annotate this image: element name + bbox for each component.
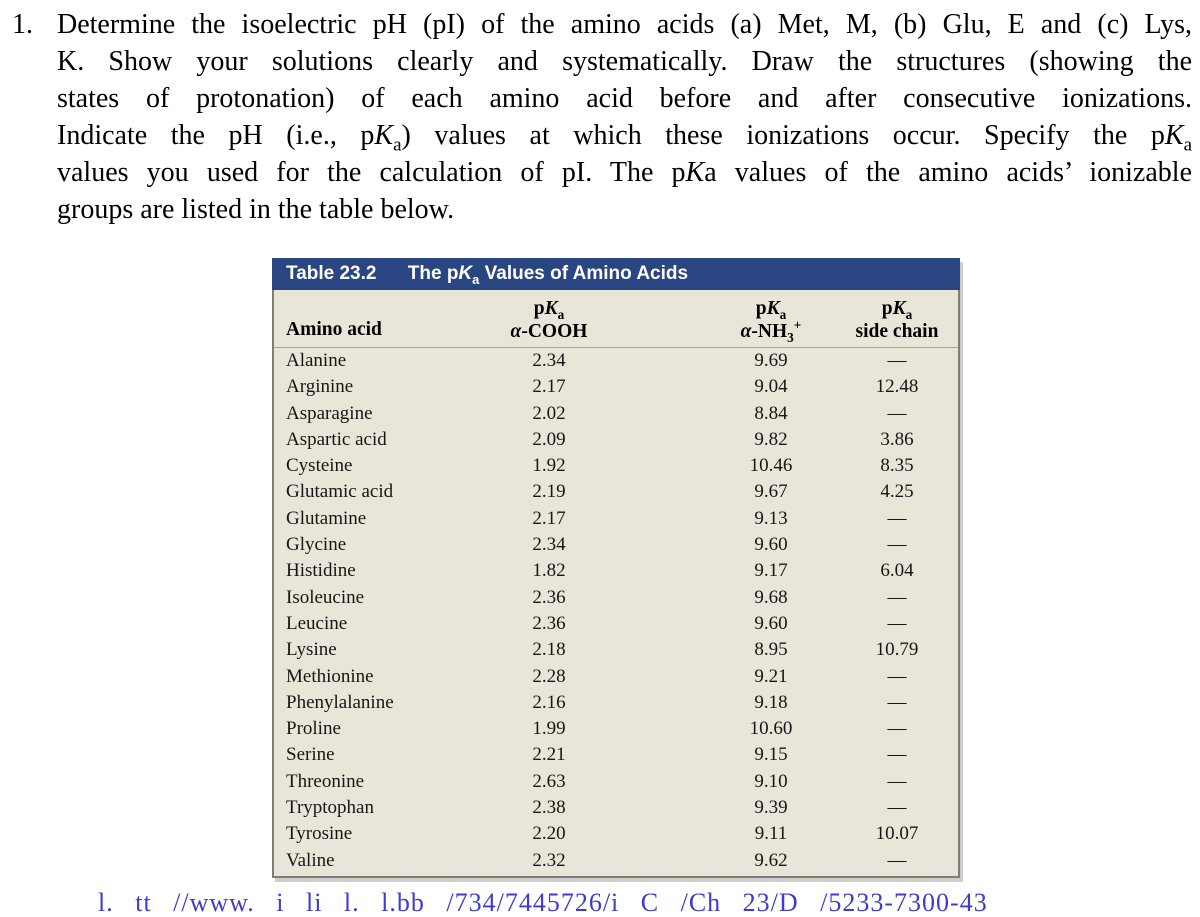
pka-nh3-value: 9.68 <box>754 586 788 608</box>
amino-acid-name: Arginine <box>286 376 354 398</box>
pka-nh3-value: 9.60 <box>754 534 788 556</box>
amino-acid-name: Alanine <box>286 350 347 371</box>
table-row <box>274 821 958 847</box>
amino-acid-name: Cysteine <box>286 455 353 477</box>
pka-cooh-value: 2.21 <box>532 744 566 766</box>
pka-nh3-value: 9.82 <box>754 428 788 450</box>
clipped-link-text[interactable]: l. tt //www. i li l. l.bb /734/7445726/i C /Ch 23/D /5233-7300-43 <box>98 888 988 917</box>
table-row <box>274 427 958 453</box>
table-row <box>274 690 958 716</box>
amino-acid-name: Isoleucine <box>286 586 365 608</box>
problem-number: 1. <box>12 9 33 40</box>
table-row <box>274 716 958 742</box>
alpha-cooh-label: α-COOH <box>510 321 588 342</box>
table-row <box>274 453 958 479</box>
table-row <box>274 401 958 427</box>
amino-acid-name: Valine <box>286 849 335 871</box>
pka-side-chain-value: 12.48 <box>875 376 919 398</box>
table-row <box>274 506 958 532</box>
pka-cooh-value: 2.17 <box>532 376 566 398</box>
pka-label: $pK_a$ <box>533 298 565 322</box>
table-row <box>274 532 958 558</box>
column-header-amino-acid: Amino acid <box>286 319 382 340</box>
pka-side-chain-value: — <box>887 534 907 556</box>
pka-cooh-value: 2.02 <box>532 402 566 424</box>
column-header-pka-side-chain <box>822 297 972 343</box>
amino-acid-name: Tyrosine <box>286 823 353 845</box>
pka-side-chain-value: — <box>887 849 907 871</box>
pka-label: $pK_a$ <box>755 298 787 322</box>
pka-cooh-value: 2.34 <box>532 350 566 371</box>
pka-cooh-value: 1.92 <box>532 455 566 477</box>
table-row <box>274 848 958 874</box>
problem-text-line: states of protonation) of each amino acid before and after consecutive ionizations. <box>57 83 1192 114</box>
pka-nh3-value: 9.11 <box>754 823 788 845</box>
pka-cooh-value: 1.99 <box>532 718 566 740</box>
pka-nh3-value: 9.60 <box>754 612 788 634</box>
table-row <box>274 637 958 663</box>
pka-nh3-value: 9.39 <box>754 797 788 819</box>
pka-cooh-value: 2.36 <box>532 586 566 608</box>
problem-text-line: Indicate the pH (i.e., $pK_a$) values at which these ionizations occur. Specify the $pK_a$ <box>57 120 1193 156</box>
pka-side-chain-value: — <box>887 691 907 713</box>
amino-acid-name: Glutamic acid <box>286 481 394 503</box>
amino-acid-name: Leucine <box>286 612 348 634</box>
pka-side-chain-value: 10.79 <box>875 639 919 661</box>
pka-side-chain-value: — <box>887 507 907 529</box>
pka-nh3-value: 9.13 <box>754 507 788 529</box>
pka-cooh-value: 2.32 <box>532 849 566 871</box>
alpha-nh3-label: $\alpha-NH_3^+$ <box>740 317 802 345</box>
pka-cooh-value: 1.82 <box>532 560 566 582</box>
table-body-panel <box>272 290 960 878</box>
amino-acid-name: Glutamine <box>286 507 367 529</box>
pka-label: $pK_a$ <box>881 298 913 322</box>
problem-text-line: K. Show your solutions clearly and systematically. Draw the structures (showing the <box>57 46 1192 77</box>
pka-nh3-value: 10.60 <box>749 718 793 740</box>
problem-text-line: Determine the isoelectric pH (pI) of the amino acids (a) Met, M, (b) Glu, E and (c) Lys, <box>57 9 1192 40</box>
pka-nh3-value: 9.04 <box>754 376 788 398</box>
pka-side-chain-value: 8.35 <box>880 455 914 477</box>
table-rows <box>274 348 958 876</box>
table-row <box>274 795 958 821</box>
problem-statement <box>10 6 1192 228</box>
table-row <box>274 769 958 795</box>
pka-cooh-value: 2.20 <box>532 823 566 845</box>
pka-cooh-value: 2.18 <box>532 639 566 661</box>
table-number-label: Table 23.2 <box>286 263 377 284</box>
pka-side-chain-value: — <box>887 718 907 740</box>
pka-side-chain-value: — <box>887 797 907 819</box>
amino-acid-name: Histidine <box>286 560 356 582</box>
table-row <box>274 558 958 584</box>
table-row <box>274 585 958 611</box>
pka-cooh-value: 2.38 <box>532 797 566 819</box>
table-title-bar <box>272 258 960 290</box>
amino-acid-name: Proline <box>286 718 341 740</box>
table-title-text: The $pK_a$ Values of Amino Acids <box>407 263 689 287</box>
pka-nh3-value: 9.21 <box>754 665 788 687</box>
amino-acid-name: Glycine <box>286 534 347 556</box>
pka-nh3-value: 8.95 <box>754 639 788 661</box>
pka-side-chain-value: — <box>887 350 907 371</box>
pka-nh3-value: 9.18 <box>754 691 788 713</box>
pka-side-chain-value: — <box>887 744 907 766</box>
side-chain-label: side chain <box>855 321 939 342</box>
problem-text <box>57 6 1192 228</box>
amino-acid-name: Aspartic acid <box>286 428 387 450</box>
pka-nh3-value: 9.10 <box>754 770 788 792</box>
pka-side-chain-value: 4.25 <box>880 481 914 503</box>
amino-acid-name: Threonine <box>286 770 365 792</box>
pka-side-chain-value: 3.86 <box>880 428 914 450</box>
pka-side-chain-value: 6.04 <box>880 560 914 582</box>
pka-side-chain-value: — <box>887 665 907 687</box>
pka-nh3-value: 8.84 <box>754 402 788 424</box>
pka-nh3-value: 10.46 <box>749 455 793 477</box>
pka-nh3-value: 9.62 <box>754 849 788 871</box>
table-row <box>274 742 958 768</box>
pka-cooh-value: 2.34 <box>532 534 566 556</box>
amino-acid-name: Lysine <box>286 639 337 661</box>
pka-cooh-value: 2.16 <box>532 691 566 713</box>
pka-side-chain-value: — <box>887 770 907 792</box>
amino-acid-name: Asparagine <box>286 402 373 424</box>
table-row <box>274 479 958 505</box>
pka-cooh-value: 2.28 <box>532 665 566 687</box>
pka-nh3-value: 9.15 <box>754 744 788 766</box>
pka-cooh-value: 2.36 <box>532 612 566 634</box>
pka-cooh-value: 2.63 <box>532 770 566 792</box>
amino-acid-name: Serine <box>286 744 335 766</box>
table-column-headers <box>274 290 958 347</box>
table-row <box>274 664 958 690</box>
problem-text-line: values you used for the calculation of pI. The pKa values of the amino acids’ ionizable <box>57 157 1192 188</box>
amino-acid-name: Tryptophan <box>286 797 374 819</box>
amino-acid-name: Methionine <box>286 665 374 687</box>
pka-cooh-value: 2.17 <box>532 507 566 529</box>
amino-acid-name: Phenylalanine <box>286 691 394 713</box>
pka-cooh-value: 2.09 <box>532 428 566 450</box>
pka-cooh-value: 2.19 <box>532 481 566 503</box>
problem-text-line: groups are listed in the table below. <box>57 194 455 225</box>
pka-table <box>272 258 960 878</box>
pka-nh3-value: 9.67 <box>754 481 788 503</box>
pka-side-chain-value: — <box>887 586 907 608</box>
pka-nh3-value: 9.17 <box>754 560 788 582</box>
table-row <box>274 348 958 374</box>
column-header-pka-cooh <box>474 297 624 343</box>
clipped-link-line[interactable] <box>98 888 1198 917</box>
pka-nh3-value: 9.69 <box>754 350 788 371</box>
pka-side-chain-value: — <box>887 402 907 424</box>
table-row <box>274 374 958 400</box>
pka-side-chain-value: — <box>887 612 907 634</box>
pka-side-chain-value: 10.07 <box>875 823 919 845</box>
table-row <box>274 611 958 637</box>
